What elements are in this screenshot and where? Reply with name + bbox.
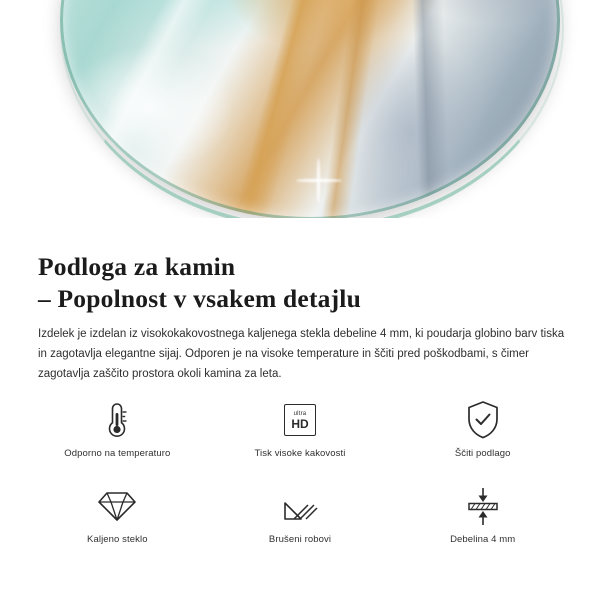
feature-item-surface-protection xyxy=(391,398,574,470)
ultra-hd-icon xyxy=(284,398,316,442)
feature-item-temperature xyxy=(26,398,209,470)
feature-label: Kaljeno steklo xyxy=(87,534,148,545)
page-title-line-2: – Popolnost v vsakem detajlu xyxy=(38,284,361,314)
feature-item-thickness xyxy=(391,484,574,556)
feature-item-polished-edges xyxy=(209,484,392,556)
feature-label: Debelina 4 mm xyxy=(450,534,516,545)
page-title-line-1: Podloga za kamin xyxy=(38,252,236,282)
feature-label: Ščiti podlago xyxy=(454,448,511,459)
feature-item-print-quality xyxy=(209,398,392,470)
feature-grid xyxy=(26,398,574,556)
shield-check-icon xyxy=(464,398,502,442)
feature-label: Brušeni robovi xyxy=(268,534,332,545)
diamond-icon xyxy=(97,484,137,528)
thermometer-icon xyxy=(100,398,134,442)
feature-label: Tisk visoke kakovosti xyxy=(254,448,346,459)
ultra-hd-badge-bottom: HD xyxy=(291,416,309,431)
round-glass-mat-graphic xyxy=(60,0,560,218)
product-description: Izdelek je izdelan iz visokokakovostnega kaljenega stekla debeline 4 mm, ki poudarja globino barv tiska in zagotavlja elegantne sijaj. Odporen je na visoke temperature in ščiti pred poškodbami, s čimer zagotavlja zaščito prostora okoli kamina za leta. xyxy=(38,327,565,380)
page-title xyxy=(38,251,578,315)
thickness-arrows-icon xyxy=(463,484,503,528)
hero-image xyxy=(0,0,600,218)
ultra-hd-badge-top: ultra xyxy=(293,410,307,417)
feature-item-tempered-glass xyxy=(26,484,209,556)
polished-edges-icon xyxy=(281,484,319,528)
feature-label: Odporno na temperaturo xyxy=(64,448,171,459)
